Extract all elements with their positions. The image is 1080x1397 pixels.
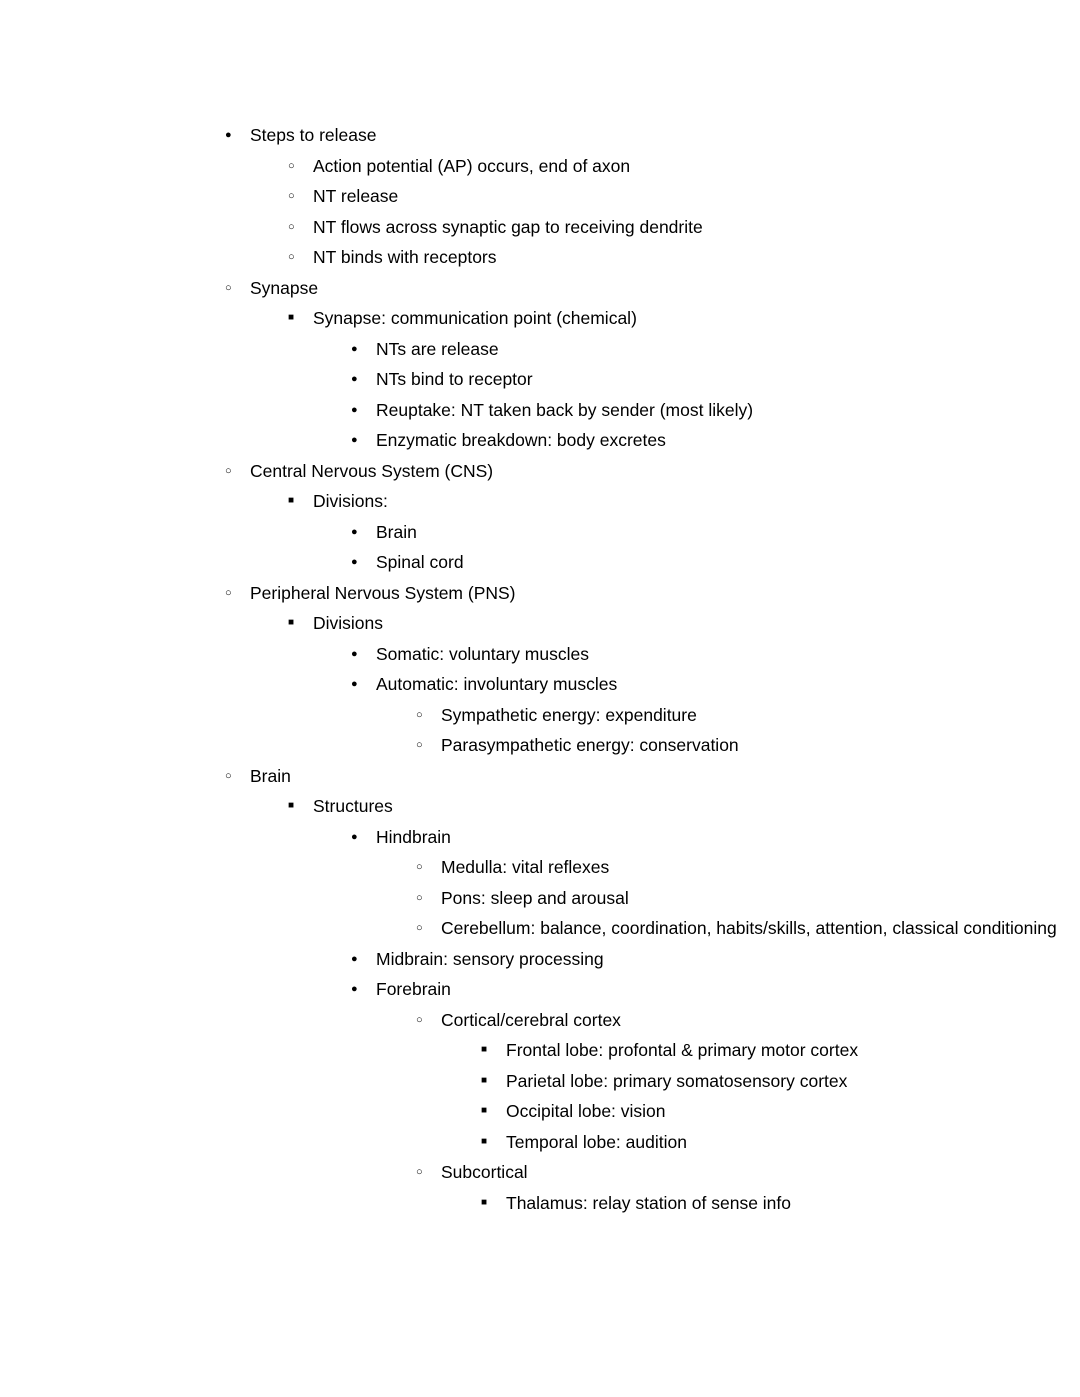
outline-item-text: ● Reuptake: NT taken back by sender (most likely) (376, 399, 754, 420)
outline-sublist (376, 517, 1080, 578)
outline-item-text: ■ Divisions (313, 613, 384, 633)
outline-item-text: ○ Subcortical (441, 1162, 528, 1182)
outline-item-text: ● Spinal cord (376, 552, 464, 572)
outline-item (250, 578, 1080, 761)
outline-item-text: ■ Structures (313, 796, 393, 816)
outline-item (313, 151, 1080, 182)
outline-item (506, 1035, 1080, 1066)
outline-item-text: ● NTs bind to receptor (376, 369, 533, 389)
outline-item (250, 273, 1080, 456)
outline-item-text: ■ Occipital lobe: vision (506, 1101, 666, 1121)
outline-item (376, 364, 1080, 395)
outline-item (376, 547, 1080, 578)
outline-item-text: ● Hindbrain (376, 826, 451, 847)
outline-item (376, 639, 1080, 670)
outline-item (441, 852, 1080, 883)
outline-item-text: ● Enzymatic breakdown: body excretes (376, 430, 666, 450)
outline-item-text: ○ Action potential (AP) occurs, end of axon (313, 155, 631, 176)
outline-sublist (313, 608, 1080, 761)
outline-item-text: ■ Frontal lobe: profontal & primary motor cortex (506, 1040, 859, 1060)
outline-item (506, 1096, 1080, 1127)
outline-sublist (313, 791, 1080, 1218)
outline-item-text: ● Forebrain (376, 979, 451, 999)
outline-item (250, 120, 1080, 273)
outline-item (376, 669, 1080, 761)
outline-item (376, 334, 1080, 365)
outline-item-text: ○ Sympathetic energy: expenditure (441, 704, 697, 725)
outline-item-text: ○ NT flows across synaptic gap to receiving dendrite (313, 216, 703, 237)
outline-item (506, 1066, 1080, 1097)
outline-item-text: ■ Divisions: (313, 491, 388, 511)
outline-item-text: ■ Thalamus: relay station of sense info (506, 1192, 792, 1213)
outline-sublist (441, 700, 1080, 761)
outline-item-text: ○ Parasympathetic energy: conservation (441, 735, 739, 755)
outline-item-text: ■ Temporal lobe: audition (506, 1131, 687, 1152)
outline-item-text: ○ Central Nervous System (CNS) (250, 460, 494, 481)
outline-item (376, 944, 1080, 975)
outline-item-text: ● Somatic: voluntary muscles (376, 643, 589, 664)
outline-sublist (441, 1005, 1080, 1219)
outline-item-text: ● Steps to release (250, 125, 377, 145)
outline-item-text: ○ Medulla: vital reflexes (441, 857, 610, 877)
outline-item-text: ○ Cortical/cerebral cortex (441, 1009, 621, 1030)
outline-sublist (441, 852, 1080, 944)
outline-item (376, 822, 1080, 944)
outline-list (250, 120, 1080, 1218)
outline-item-text: ○ NT release (313, 186, 399, 206)
outline-item-text: ○ Peripheral Nervous System (PNS) (250, 582, 516, 603)
outline-item (441, 730, 1080, 761)
outline-sublist (376, 639, 1080, 761)
outline-item (441, 883, 1080, 914)
outline-item (313, 486, 1080, 578)
outline-sublist (313, 303, 1080, 456)
outline-item-text: ■ Synapse: communication point (chemical) (313, 308, 637, 328)
outline-item-text: ○ Pons: sleep and arousal (441, 887, 629, 908)
outline-item-text: ○ Cerebellum: balance, coordination, habits/skills, attention, classical conditioning (441, 918, 1057, 938)
outline-sublist (313, 151, 1080, 273)
outline-sublist (506, 1035, 1080, 1157)
outline-item-text: ○ Brain (250, 765, 291, 786)
outline-item (313, 791, 1080, 1218)
outline-sublist (506, 1188, 1080, 1219)
outline-item-text: ● Brain (376, 521, 417, 542)
outline-item-text: ■ Parietal lobe: primary somatosensory cortex (506, 1070, 848, 1091)
outline-item (250, 761, 1080, 1219)
outline-item (313, 181, 1080, 212)
outline-item-text: ● NTs are release (376, 338, 499, 359)
outline-item (506, 1188, 1080, 1219)
outline-item (376, 517, 1080, 548)
outline-sublist (376, 334, 1080, 456)
outline-item (506, 1127, 1080, 1158)
outline-item (376, 425, 1080, 456)
outline-item (441, 913, 1080, 944)
outline-item-text: ○ Synapse (250, 277, 319, 298)
outline-item-text: ● Automatic: involuntary muscles (376, 674, 618, 694)
outline-item (441, 1005, 1080, 1158)
outline-item (376, 395, 1080, 426)
outline-item-text: ● Midbrain: sensory processing (376, 948, 604, 969)
outline-item (441, 700, 1080, 731)
outline-item (313, 303, 1080, 456)
outline-item (313, 608, 1080, 761)
outline-item-text: ○ NT binds with receptors (313, 247, 497, 267)
outline-item (441, 1157, 1080, 1218)
outline-item (313, 212, 1080, 243)
outline-item (313, 242, 1080, 273)
outline-sublist (313, 486, 1080, 578)
outline-item (250, 456, 1080, 578)
outline-sublist (376, 822, 1080, 1219)
outline-item (376, 974, 1080, 1218)
